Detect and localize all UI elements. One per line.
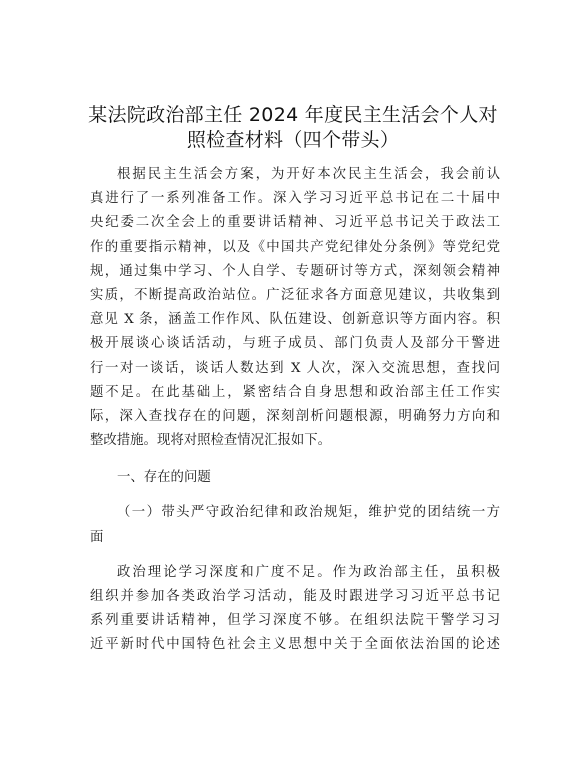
paragraph-line: 组织并参加各类政治学习活动，能及时跟进学习习近平总书记 <box>90 589 500 604</box>
intro-line: 实质，不断提高政治站位。广泛征求各方面意见建议，共收集到 <box>90 287 500 303</box>
intro-line: 真进行了一系列准备工作。深入学习习近平总书记在二十届中 <box>90 191 500 207</box>
intro-line: 规，通过集中学习、个人自学、专题研讨等方式，深刻领会精神 <box>90 263 500 279</box>
intro-line: 行一对一谈话，谈话人数达到 X 人次，深入交流思想，查找问 <box>90 360 500 376</box>
paragraph-line: 近平新时代中国特色社会主义思想中关于全面依法治国的论述 <box>90 637 500 653</box>
intro-line: 际，深入查找存在的问题，深刻剖析问题根源，明确努力方向和 <box>90 408 500 424</box>
intro-line: 整改措施。现将对照检查情况汇报如下。 <box>90 433 332 449</box>
section-heading-text: 一、存在的问题 <box>117 470 211 486</box>
document-body <box>90 163 500 658</box>
section-heading <box>90 466 500 490</box>
intro-line: 央纪委二次全会上的重要讲话精神、习近平总书记关于政法工 <box>90 215 500 231</box>
intro-line: 意见 X 条，涵盖工作作风、队伍建设、创新意识等方面内容。积 <box>90 312 500 328</box>
paragraph-line: 系列重要讲话精神，但学习深度不够。在组织法院干警学习习 <box>90 613 500 629</box>
title-line-2: 照检查材料（四个带头） <box>186 129 400 151</box>
subsection-heading <box>90 501 500 549</box>
body-paragraph <box>90 561 500 658</box>
intro-line: 根据民主生活会方案，为开好本次民主生活会，我会前认 <box>117 167 500 182</box>
subsection-line: （一）带头严守政治纪律和政治规矩，维护党的团结统一方 <box>117 505 500 521</box>
document-title <box>80 103 506 153</box>
intro-line: 极开展谈心谈话活动，与班子成员、部门负责人及部分干警进 <box>90 336 500 352</box>
title-line-1: 某法院政治部主任 2024 年度民主生活会个人对 <box>88 104 498 126</box>
intro-paragraph <box>90 163 500 453</box>
intro-line: 题不足。在此基础上，紧密结合自身思想和政治部主任工作实 <box>90 384 500 400</box>
subsection-line: 面 <box>90 529 104 545</box>
intro-line: 作的重要指示精神，以及《中国共产党纪律处分条例》等党纪党 <box>90 239 500 255</box>
paragraph-line: 政治理论学习深度和广度不足。作为政治部主任，虽积极 <box>117 564 500 580</box>
